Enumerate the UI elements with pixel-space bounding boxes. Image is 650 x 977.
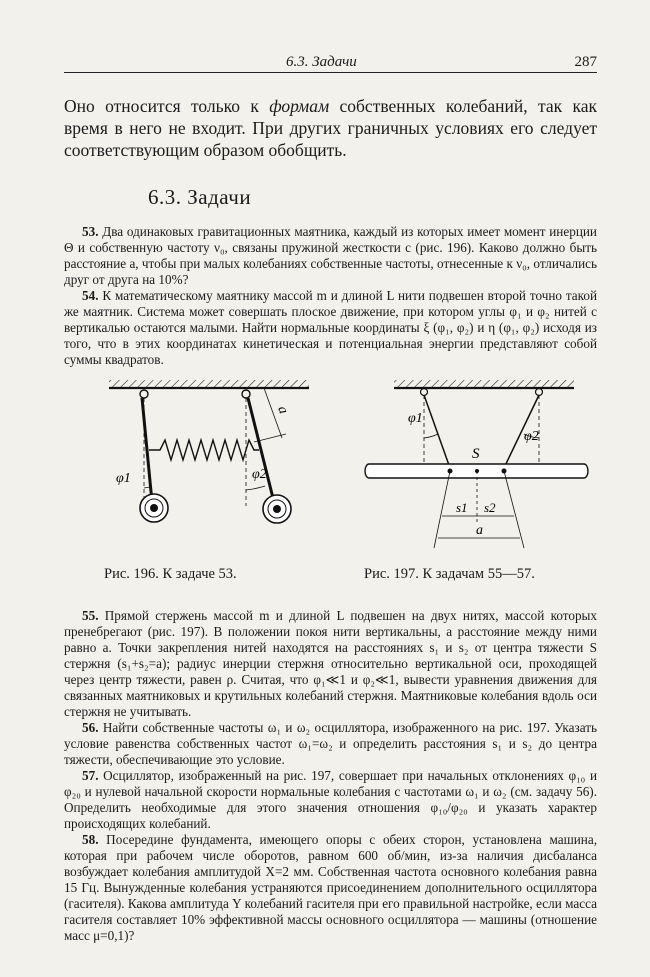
lead-emphasis: формам: [269, 96, 330, 116]
problem-55: [64, 608, 597, 720]
lead-paragraph: [64, 95, 597, 161]
page-number: 287: [574, 54, 597, 70]
rod-right: [248, 398, 274, 502]
label-phi1: φ1: [116, 471, 131, 486]
lead-pre: Оно относится только к: [64, 96, 270, 116]
label-phi1: φ1: [408, 411, 423, 426]
problem-number: 54.: [82, 288, 99, 303]
bob-left-core: [150, 504, 158, 512]
caption-197: Рис. 197. К задачам 55—57.: [364, 566, 535, 582]
problem-53: [64, 224, 597, 288]
label-a: a: [274, 404, 291, 416]
problem-number: 55.: [82, 608, 99, 623]
problem-number: 58.: [82, 832, 99, 847]
string-left: [424, 395, 450, 468]
arc-phi2: [246, 486, 265, 490]
problem-54: [64, 288, 597, 368]
figures-row: [64, 378, 597, 596]
figure-197: [364, 378, 604, 582]
running-header: [64, 52, 597, 73]
label-S: S: [472, 446, 480, 462]
arc-phi1: [424, 434, 438, 438]
figure-196-drawing: [104, 378, 314, 558]
figure-196: [104, 378, 314, 582]
pivot-left: [140, 390, 148, 398]
label-phi2: φ2: [252, 467, 267, 482]
pivot-right: [242, 390, 250, 398]
label-phi2: φ2: [524, 429, 539, 444]
problems-lower: [64, 608, 597, 944]
problem-number: 56.: [82, 720, 99, 735]
caption-196: Рис. 196. К задаче 53.: [104, 566, 237, 582]
figure-197-drawing: [364, 378, 604, 558]
lead-post: собственных колебаний, так как время в него не входит. При других граничных условиях его следует соответствующим образом обобщить.: [64, 96, 597, 160]
ceiling-hatch: [394, 380, 574, 388]
problem-56: [64, 720, 597, 768]
problem-text: Два одинаковых гравитационных маятника, каждый из которых имеет момент инерции Θ и собственную частоту ν₀, связаны пружиной жесткости c (рис. 196). Каково должно быть расстояние a, чтобы при малых колебаниях собственные частоты, отнесенные к ν₀, отличались друг от друга на 10%?: [64, 224, 597, 287]
label-s2: s2: [484, 500, 496, 515]
ext-left: [434, 471, 450, 548]
bob-right-core: [273, 505, 281, 513]
ceiling-hatch: [109, 380, 309, 388]
pivot-left: [421, 389, 428, 396]
problem-text: Прямой стержень массой m и длиной L подвешен на двух нитях, массой которых пренебрегают (рис. 197). В положении покоя нити вертикальны, а расстояние между ними равно a. Точки закрепления нитей находятся на расстояниях s₁ и s₂ от центра тяжести S стержня (s₁+s₂=a); радиус инерции стержня относительно вертикальной оси, проходящей через центр тяжести, равен ρ. Считая, что φ₁≪1 и φ₂≪1, вывести уравнения движения для связанных маятниковых и крутильных колебаний стержня. Маятниковые колебания вдоль оси стержня не учитывать.: [64, 608, 597, 719]
label-a: a: [476, 523, 483, 538]
problem-number: 53.: [82, 224, 99, 239]
ext-right: [504, 471, 524, 548]
problem-58: [64, 832, 597, 944]
problem-text: Посередине фундамента, имеющего опоры с обеих сторон, установлена машина, которая при рабочем числе оборотов, равном 600 об/мин, из-за наличия дисбаланса возбуждает колебания амплитудой X=2 мм. Собственная частота основного колебания равна 15 Гц. Вынужденные колебания устраняются присоединением дополнительного осциллятора (гасителя). Какова амплитуда Y колебаний гасителя при его правильной настройке, если масса гасителя составляет 10% эффективной массы основного осциллятора — машины (отношение масс μ=0,1)?: [64, 832, 597, 943]
problem-number: 57.: [82, 768, 99, 783]
pivot-right: [536, 389, 543, 396]
book-page: [64, 52, 597, 944]
problem-text: Осциллятор, изображенный на рис. 197, совершает при начальных отклонениях φ₁₀ и φ₂₀ и нулевой начальной скорости нормальные колебания с частотами ω₁ и ω₂ (см. задачу 56). Определить необходимые для этого значения отношения φ₁₀/φ₂₀ и указать характер происходящих колебаний.: [64, 768, 597, 831]
arc-phi1: [144, 487, 150, 488]
header-section: 6.3. Задачи: [286, 54, 357, 70]
problem-text: Найти собственные частоты ω₁ и ω₂ осциллятора, изображенного на рис. 197. Указать условие равенства собственных частот ω₁=ω₂ и определить расстояния s₁ и s₂ до центра тяжести, обеспечивающие это условие.: [64, 720, 597, 767]
label-s1: s1: [456, 500, 468, 515]
spring: [149, 440, 259, 460]
problem-57: [64, 768, 597, 832]
section-title: 6.3. Задачи: [148, 185, 252, 209]
problem-text: К математическому маятнику массой m и длиной L нити подвешен второй точно такой же маятник. Система может совершать плоское движение, при котором углы φ₁ и φ₂ нитей с вертикалью остаются малыми. Найти нормальные координаты ξ (φ₁, φ₂) и η (φ₁, φ₂) исходя из того, что в этих координатах кинетическая и потенциальная энергии представляют собой суммы квадратов.: [64, 288, 598, 367]
